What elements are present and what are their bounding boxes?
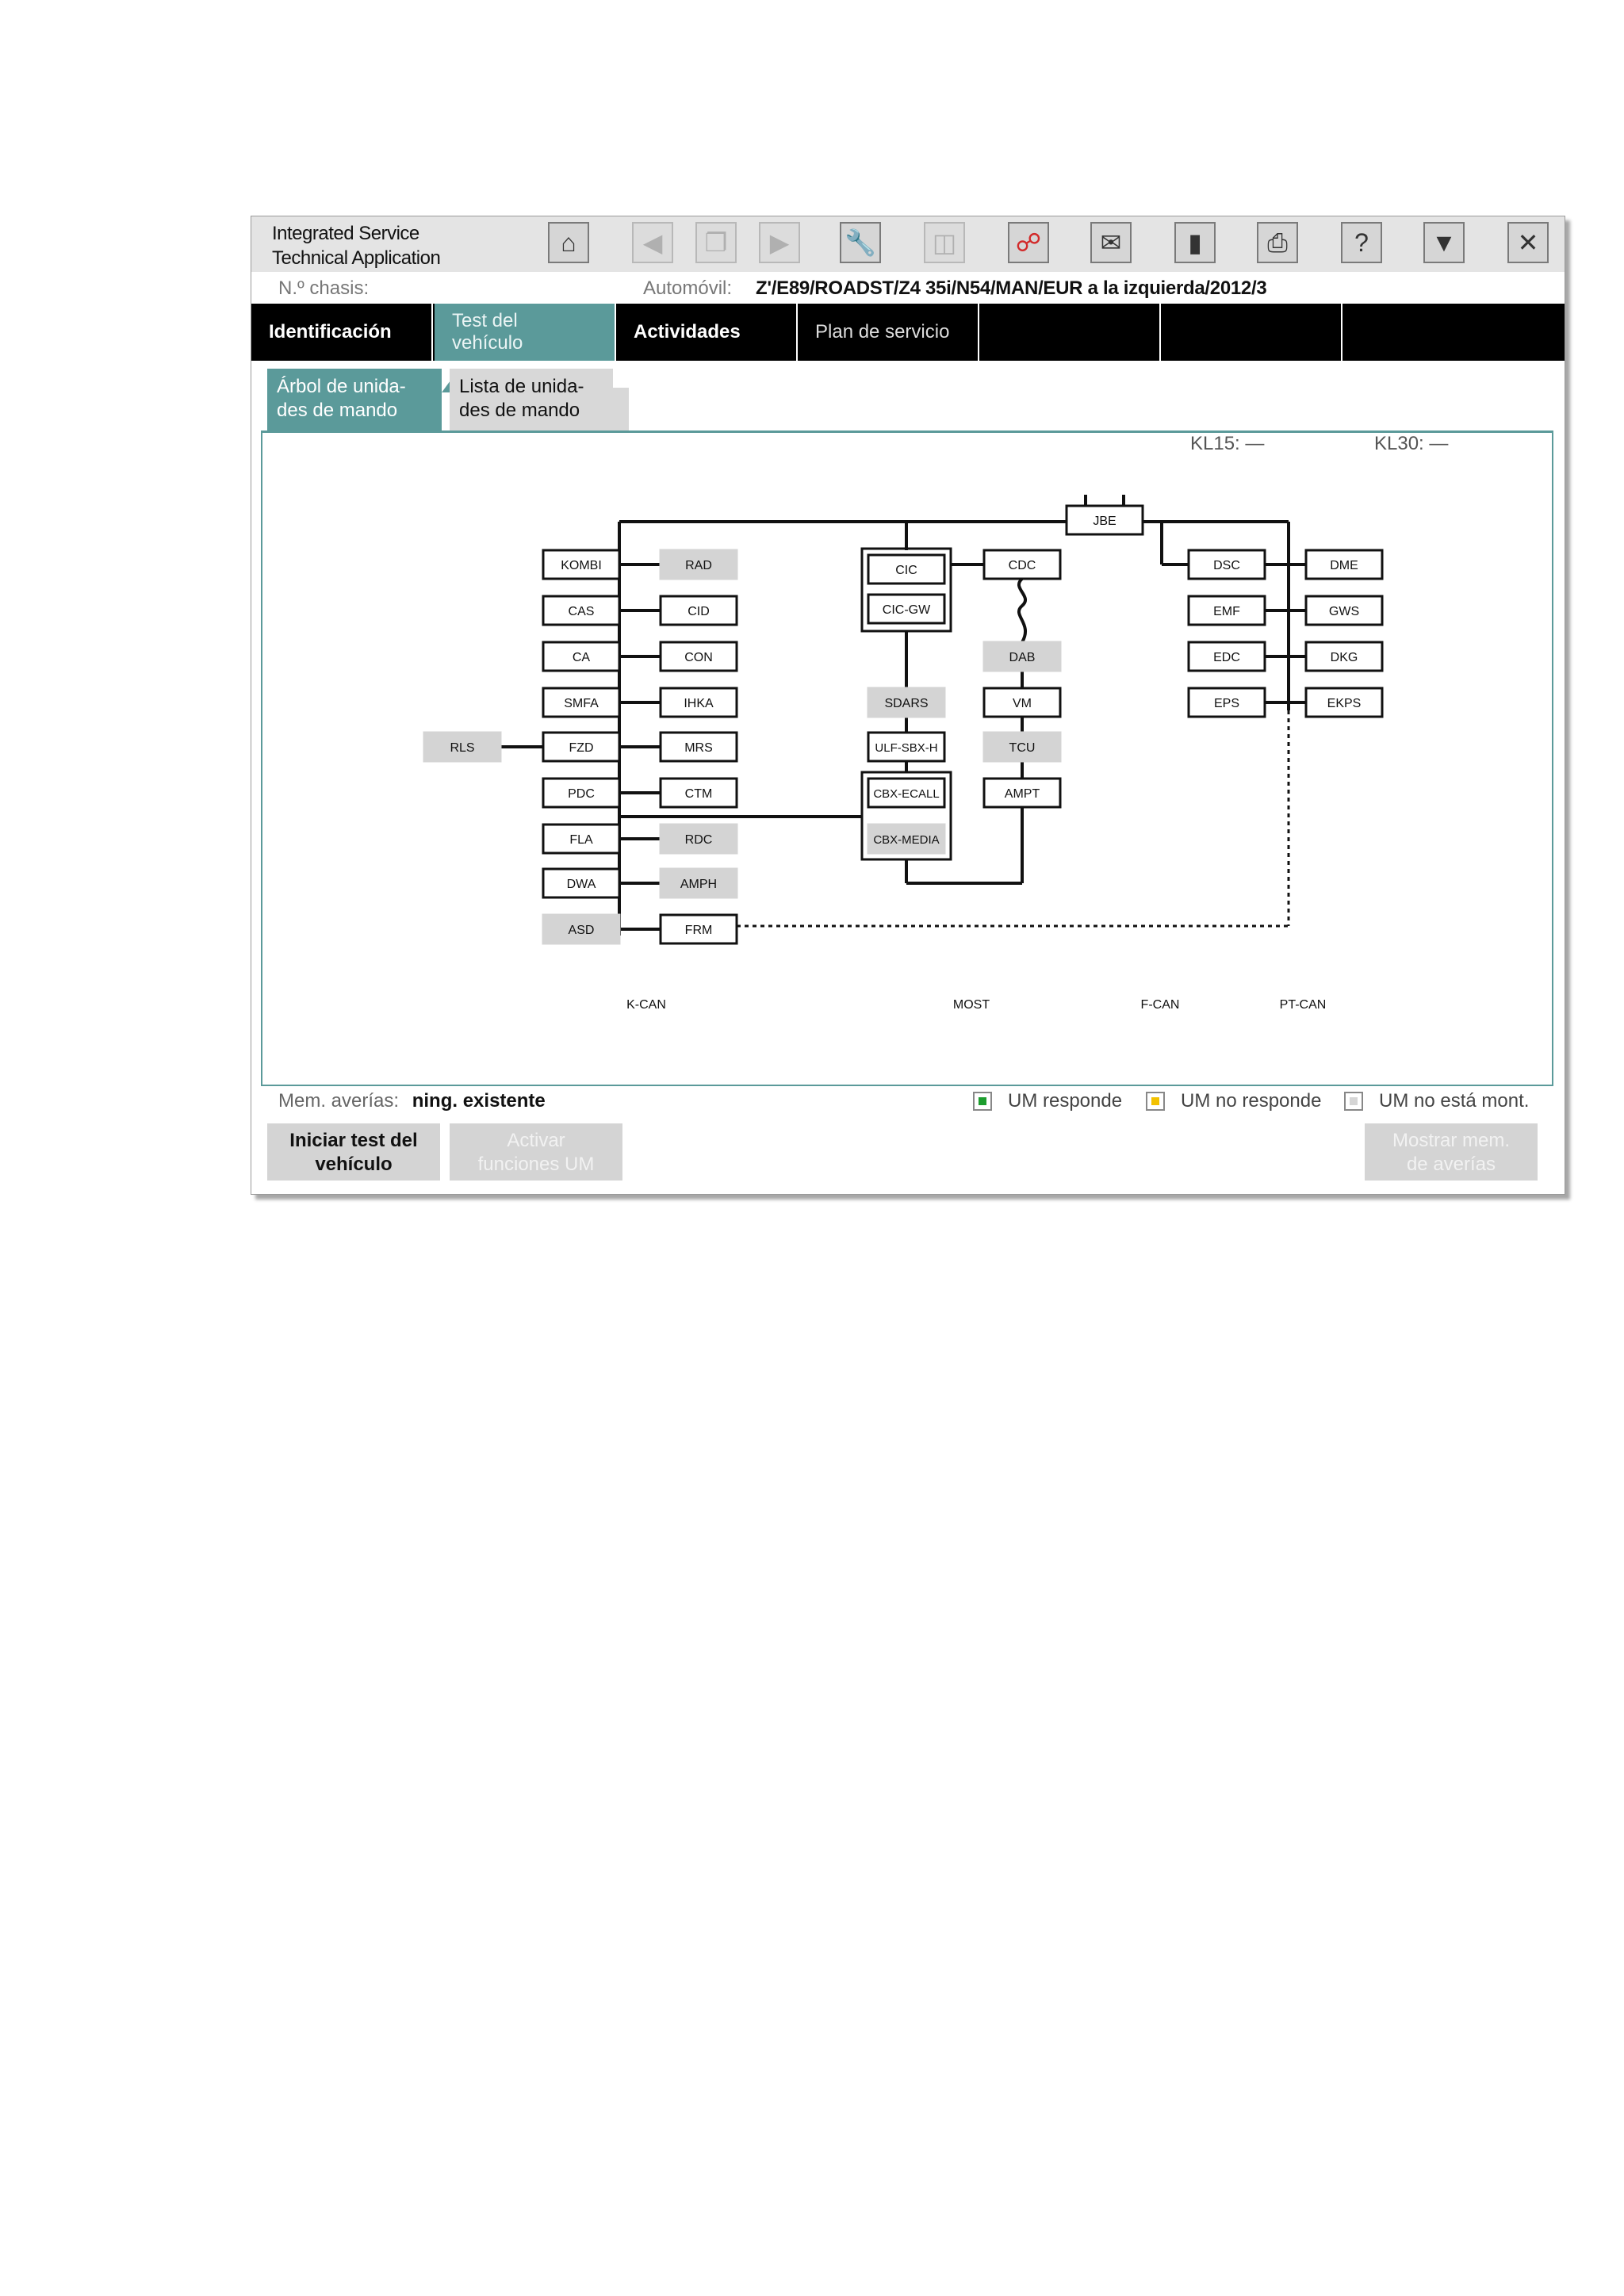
ecu-ampt[interactable]: [984, 779, 1060, 807]
kl15-status: KL15: —: [1190, 433, 1265, 454]
ecu-cic[interactable]: [868, 555, 944, 584]
ecu-label: EKPS: [1327, 697, 1362, 710]
bus-label-most: MOST: [952, 998, 990, 1012]
ecu-emf[interactable]: [1189, 596, 1265, 625]
ecu-cid[interactable]: [661, 596, 737, 625]
show-faults-line2: de averías: [1406, 1154, 1496, 1175]
ecu-label: EPS: [1213, 697, 1240, 710]
ecu-label: CIC-GW: [882, 603, 931, 617]
most-coil: [1019, 579, 1025, 642]
forward-icon[interactable]: ▶: [759, 222, 800, 263]
ecu-ihka[interactable]: [661, 688, 737, 717]
ecu-dsc[interactable]: [1189, 550, 1265, 579]
connection-icon[interactable]: ☍: [1008, 222, 1049, 263]
vehicle-value: Z'/E89/ROADST/Z4 35i/N54/MAN/EUR a la izquierda/2012/3: [756, 277, 1267, 299]
subtab-lista-line1: Lista de unida-: [459, 376, 584, 397]
vehicle-info-line: [251, 272, 1565, 304]
legend-um-no-responde: [1146, 1090, 1321, 1112]
ecu-edc[interactable]: [1189, 642, 1265, 671]
ecu-label: CA: [572, 651, 591, 664]
ecu-label: SMFA: [564, 697, 599, 710]
ecu-label: DWA: [566, 878, 596, 891]
fault-memory-line: [278, 1090, 546, 1112]
wrench-icon[interactable]: 🔧: [840, 222, 881, 263]
ecu-label: SDARS: [884, 697, 929, 710]
legend-gray-swatch: [1344, 1092, 1363, 1111]
battery-icon[interactable]: ▮: [1174, 222, 1216, 263]
ecu-rdc[interactable]: [661, 825, 737, 853]
ecu-label: AMPT: [1004, 787, 1040, 801]
close-icon[interactable]: ✕: [1507, 222, 1549, 263]
ecu-label: CBX-ECALL: [873, 787, 940, 801]
minimize-icon[interactable]: ▼: [1423, 222, 1465, 263]
start-test-line2: vehículo: [315, 1154, 393, 1175]
ecu-label: CBX-MEDIA: [873, 833, 940, 847]
app-title-line1: Integrated Service: [272, 223, 419, 244]
ecu-label: RAD: [685, 559, 712, 572]
tab-identificacion[interactable]: [251, 304, 433, 361]
ecu-label: CIC: [895, 564, 917, 577]
ecu-cbxe[interactable]: [868, 779, 944, 807]
ecu-dwa[interactable]: [543, 869, 619, 897]
legend-um-no-responde-label: UM no responde: [1181, 1090, 1322, 1112]
ecu-label: FZD: [569, 741, 594, 755]
ecu-label: IHKA: [684, 697, 714, 710]
ecu-label: ASD: [568, 924, 595, 937]
mail-icon[interactable]: ✉: [1090, 222, 1132, 263]
ecu-vm[interactable]: [984, 688, 1060, 717]
print-icon[interactable]: ⎙: [1257, 222, 1298, 263]
ecu-dkg[interactable]: [1306, 642, 1382, 671]
subtab-arbol-line2: des de mando: [277, 400, 398, 421]
ecu-asd[interactable]: [543, 915, 619, 943]
ecu-eps[interactable]: [1189, 688, 1265, 717]
subtab-arbol-unidades[interactable]: [267, 369, 442, 430]
top-toolbar: [251, 216, 1565, 272]
main-tabs: [251, 304, 1565, 361]
ecu-label: FLA: [569, 833, 593, 847]
tab-plan-de-servicio[interactable]: [798, 304, 979, 361]
ecu-smfa[interactable]: [543, 688, 619, 717]
show-fault-memory-button[interactable]: [1365, 1123, 1538, 1181]
legend-um-no-montada-label: UM no está mont.: [1379, 1090, 1530, 1112]
ecu-ulf[interactable]: [868, 733, 944, 761]
ecu-label: JBE: [1093, 515, 1116, 528]
legend-um-responde: [973, 1090, 1122, 1112]
ecu-label: RLS: [450, 741, 475, 755]
subtab-lista-line2: des de mando: [459, 400, 580, 421]
ecu-con[interactable]: [661, 642, 737, 671]
ecu-label: GWS: [1328, 605, 1360, 618]
ecu-label: MRS: [684, 741, 713, 755]
tab-plan-label: Plan de servicio: [815, 321, 950, 342]
home-icon[interactable]: ⌂: [548, 222, 589, 263]
ecu-label: VM: [1013, 697, 1032, 710]
ecu-rls[interactable]: [424, 733, 500, 761]
control-unit-tree-panel: [261, 430, 1553, 1086]
copy-icon[interactable]: ❐: [695, 222, 737, 263]
help-icon[interactable]: ?: [1341, 222, 1382, 263]
ecu-label: PDC: [568, 787, 595, 801]
ista-window: [251, 216, 1565, 1195]
tab-test-label-line1: Test del: [452, 310, 518, 331]
ecu-dme[interactable]: [1306, 550, 1382, 579]
ecu-fzd[interactable]: [543, 733, 619, 761]
show-faults-line1: Mostrar mem.: [1392, 1130, 1510, 1151]
start-vehicle-test-button[interactable]: [267, 1123, 440, 1181]
bus-label-f-can: F-CAN: [1140, 998, 1180, 1012]
ecu-label: KOMBI: [561, 559, 602, 572]
ecu-cdc[interactable]: [984, 550, 1060, 579]
ecu-pdc[interactable]: [543, 779, 619, 807]
activate-functions-button[interactable]: [450, 1123, 622, 1181]
ecu-dab[interactable]: [984, 642, 1060, 671]
ecu-cas[interactable]: [543, 596, 619, 625]
bus-topology-diagram: [262, 433, 1552, 1085]
ecu-label: FRM: [684, 924, 713, 937]
ecu-label: CDC: [1008, 559, 1036, 572]
ecu-gws[interactable]: [1306, 596, 1382, 625]
bus-label-k-can: K-CAN: [626, 998, 666, 1012]
ecu-tcu[interactable]: [984, 733, 1060, 761]
tab-test-del-vehiculo[interactable]: [435, 304, 616, 361]
ecu-label: DKG: [1330, 651, 1358, 664]
activate-line1: Activar: [507, 1130, 565, 1151]
tab-actividades-label: Actividades: [634, 321, 741, 342]
activate-line2: funciones UM: [477, 1154, 595, 1175]
ecu-frm[interactable]: [661, 915, 737, 943]
ecu-label: RDC: [684, 833, 713, 847]
fault-memory-value: ning. existente: [412, 1090, 546, 1112]
tab-empty-1: [979, 304, 1161, 361]
ecu-ca[interactable]: [543, 642, 619, 671]
tab-empty-3: [1342, 304, 1565, 361]
app-title-line2: Technical Application: [272, 247, 441, 269]
app-title: [272, 221, 502, 270]
tab-empty-2: [1161, 304, 1342, 361]
subtab-lista-unidades[interactable]: [450, 369, 613, 430]
ecu-label: CON: [684, 651, 713, 664]
ecu-label: CTM: [684, 787, 713, 801]
ecu-label: CID: [688, 605, 710, 618]
ecu-label: CAS: [568, 605, 595, 618]
ecu-label: DSC: [1213, 559, 1240, 572]
split-view-icon[interactable]: ◫: [924, 222, 965, 263]
chassis-label: N.º chasis:: [278, 277, 370, 299]
tab-test-label-line2: vehículo: [452, 332, 523, 354]
ecu-kombi[interactable]: [543, 550, 619, 579]
ecu-cicgw[interactable]: [868, 595, 944, 623]
ecu-ctm[interactable]: [661, 779, 737, 807]
bus-label-pt-can: PT-CAN: [1279, 998, 1327, 1012]
legend-green-swatch: [973, 1092, 992, 1111]
vehicle-label: Automóvil:: [643, 277, 733, 299]
ecu-label: AMPH: [680, 878, 718, 891]
ecu-label: ULF-SBX-H: [875, 741, 938, 755]
ecu-fla[interactable]: [543, 825, 619, 853]
kl30-status: KL30: —: [1374, 433, 1449, 454]
ecu-label: DAB: [1009, 651, 1036, 664]
fault-memory-label: Mem. averías:: [278, 1090, 400, 1112]
ecu-rad[interactable]: [661, 550, 737, 579]
ecu-label: EMF: [1213, 605, 1240, 618]
ecu-jbe[interactable]: [1067, 506, 1143, 534]
ecu-label: DME: [1330, 559, 1358, 572]
ecu-ekps[interactable]: [1306, 688, 1382, 717]
ecu-label: TCU: [1009, 741, 1036, 755]
ecu-label: EDC: [1213, 651, 1240, 664]
ecu-cbxm[interactable]: [868, 825, 944, 853]
legend-um-no-montada: [1344, 1090, 1529, 1112]
ecu-sdars[interactable]: [868, 688, 944, 717]
tab-identificacion-label: Identificación: [269, 321, 392, 342]
tab-actividades[interactable]: [616, 304, 798, 361]
back-icon[interactable]: ◀: [632, 222, 673, 263]
start-test-line1: Iniciar test del: [289, 1130, 418, 1151]
legend-um-responde-label: UM responde: [1008, 1090, 1123, 1112]
subtab-arbol-line1: Árbol de unida-: [277, 376, 406, 397]
ecu-mrs[interactable]: [661, 733, 737, 761]
legend-yellow-swatch: [1146, 1092, 1165, 1111]
ecu-amph[interactable]: [661, 869, 737, 897]
